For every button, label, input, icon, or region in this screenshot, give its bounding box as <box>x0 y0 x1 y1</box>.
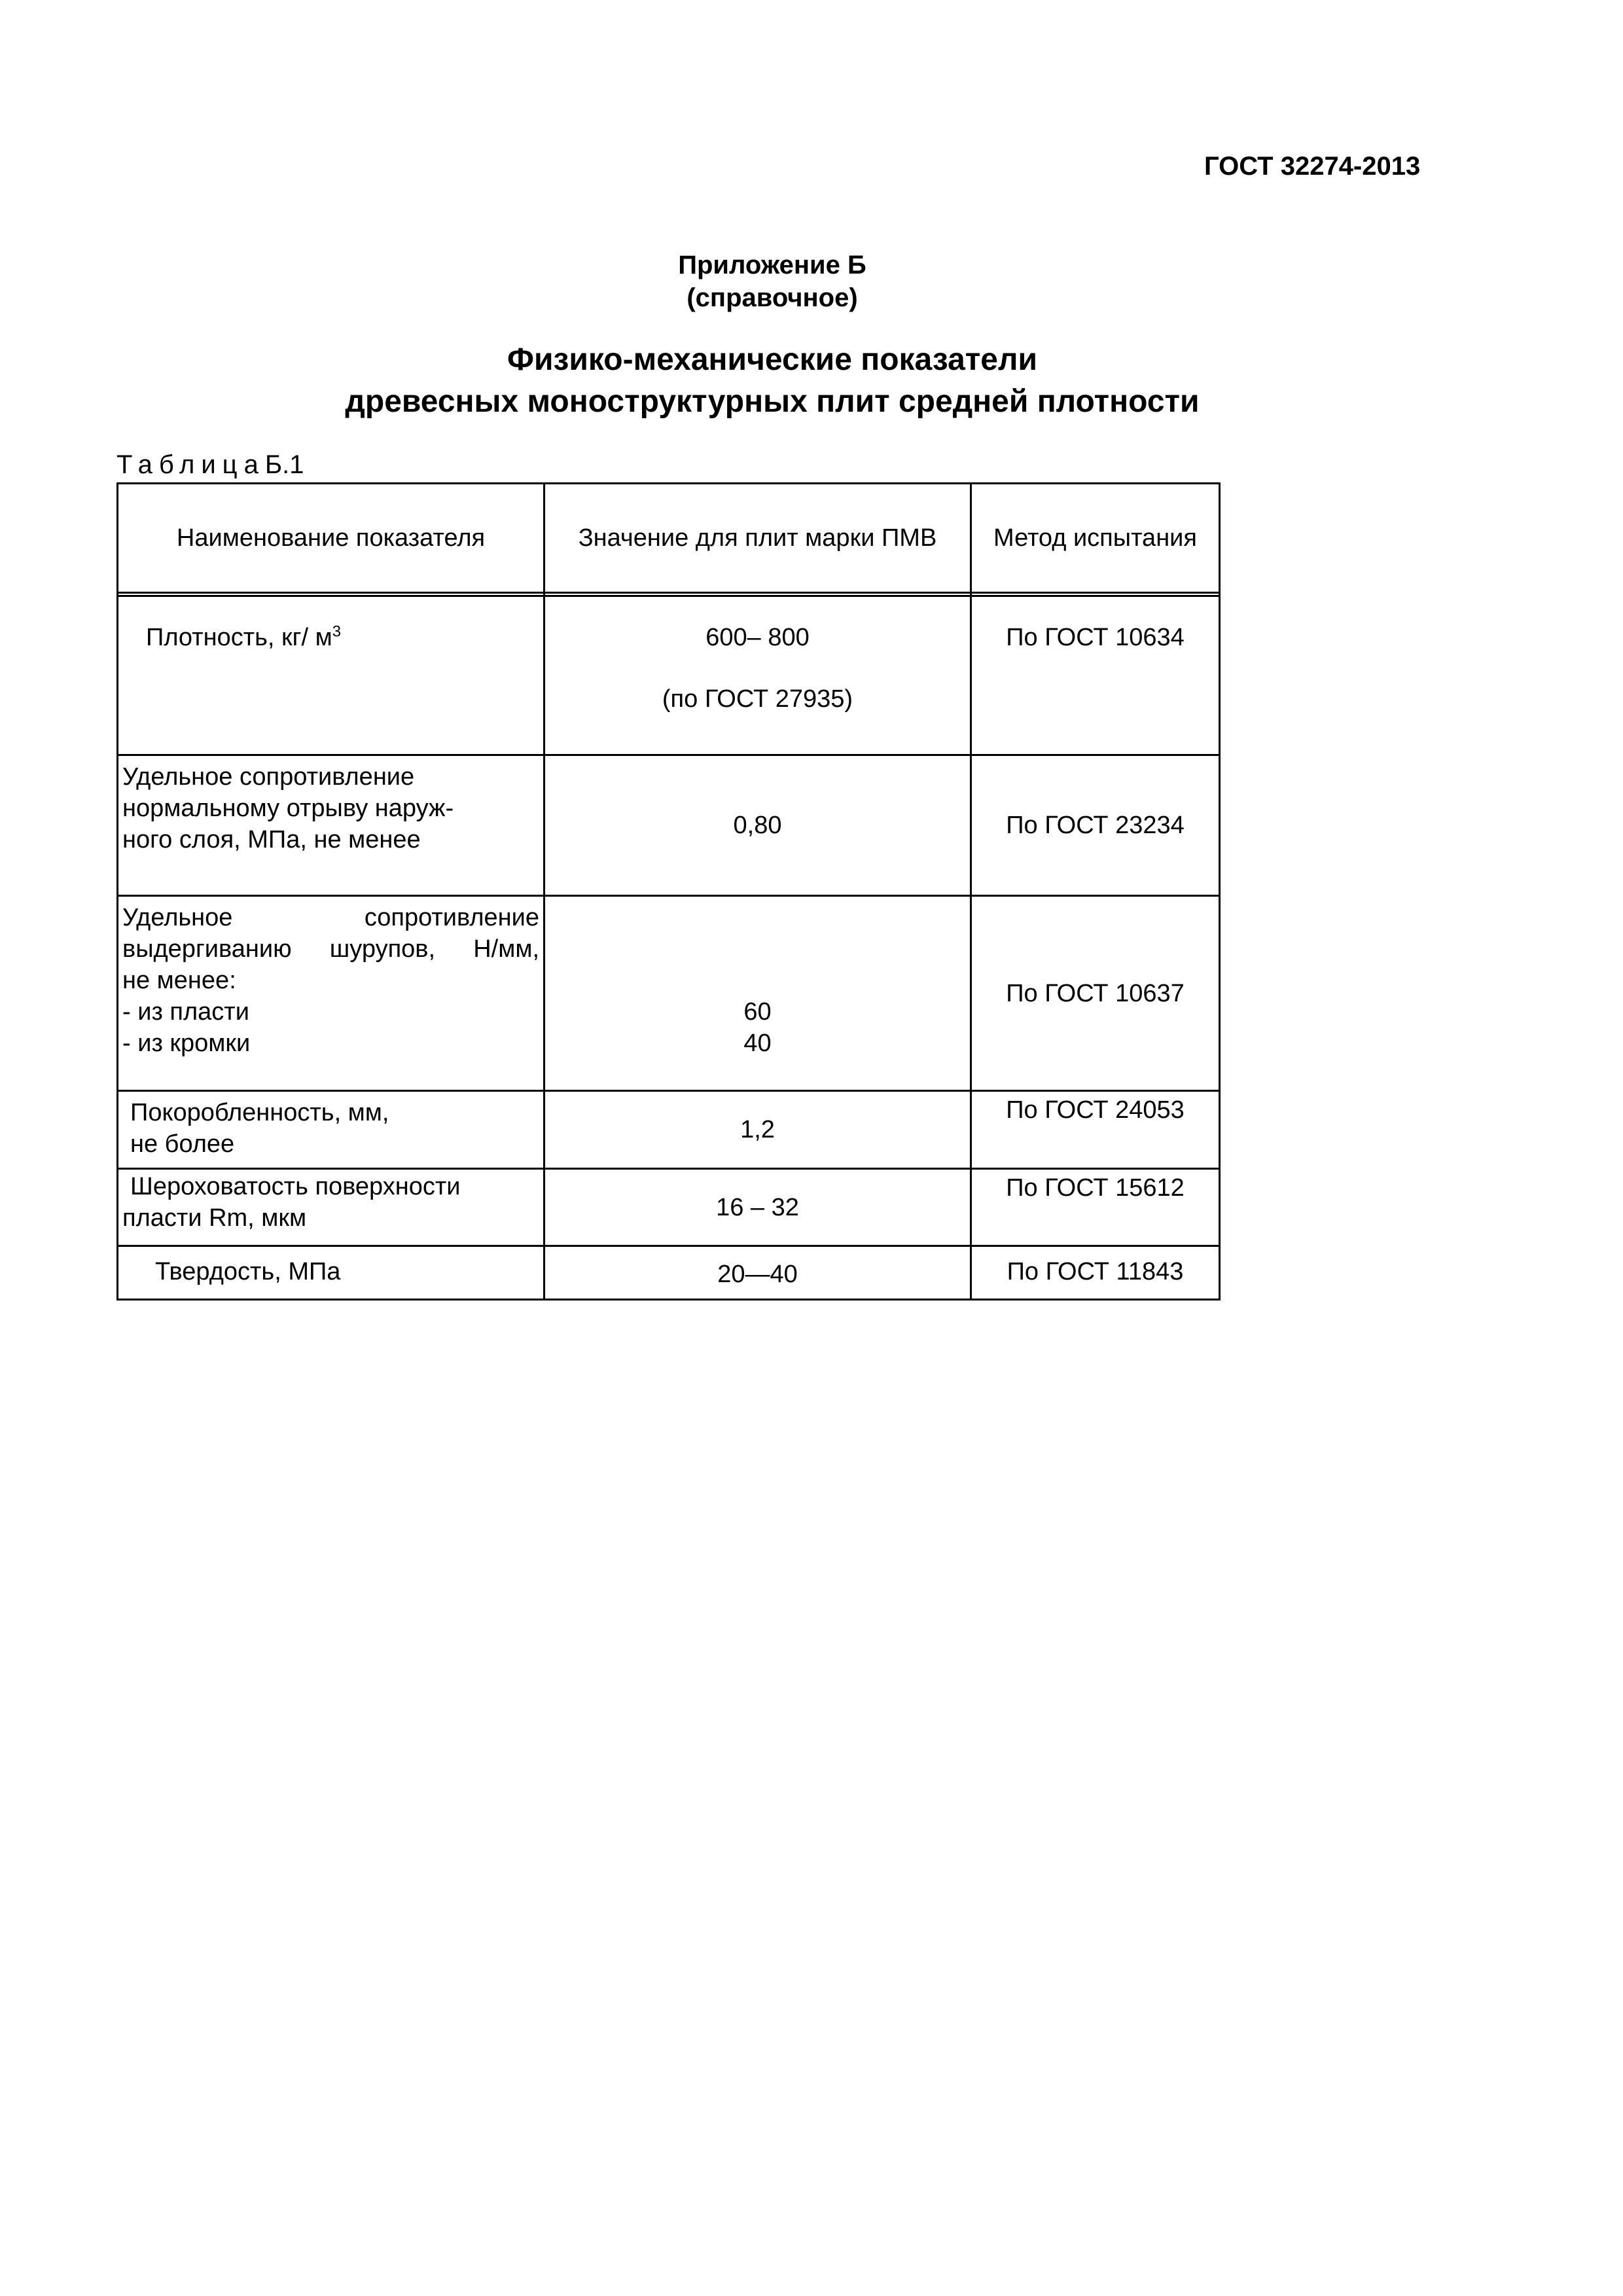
row-value-cell <box>544 596 971 755</box>
column-header-method: Метод испытания <box>971 484 1220 593</box>
table-row <box>118 896 1220 1091</box>
row-method-cell: По ГОСТ 10634 <box>971 596 1220 755</box>
row-value-note: (по ГОСТ 27935) <box>662 685 853 713</box>
table-row <box>118 1091 1220 1169</box>
appendix-subtitle: (справочное) <box>687 283 858 312</box>
data-table <box>116 482 1221 1300</box>
row-name-line: пласти Rm, мкм <box>122 1204 307 1232</box>
row-name-line: Покоробленность, мм, <box>130 1099 389 1126</box>
appendix-title: Приложение Б <box>678 251 866 279</box>
row-value-cell: 16 – 32 <box>544 1169 971 1246</box>
row-value-cell: 0,80 <box>544 755 971 896</box>
row-name-line: выдергиванию шурупов, Н/мм, <box>122 935 539 963</box>
row-name-line: ного слоя, МПа, не менее <box>122 826 421 853</box>
row-name-line: - из пласти <box>122 998 249 1026</box>
row-value-cell <box>544 896 971 1091</box>
row-name: Плотность, кг/ м <box>146 624 332 651</box>
row-name-cell <box>118 1169 544 1246</box>
document-title-line-1: Физико-механические показатели <box>507 342 1037 377</box>
column-header-value: Значение для плит марки ПМВ <box>544 484 971 593</box>
row-name-cell <box>118 896 544 1091</box>
table-header-row <box>118 484 1220 593</box>
row-name-line: Шероховатость поверхности <box>130 1173 461 1200</box>
row-name-cell <box>118 596 544 755</box>
column-header-name: Наименование показателя <box>118 484 544 593</box>
row-method-cell: По ГОСТ 10637 <box>971 896 1220 1091</box>
table-container <box>116 482 1221 1300</box>
table-row <box>118 1246 1220 1300</box>
row-name-cell <box>118 755 544 896</box>
unit-superscript: 3 <box>332 622 342 641</box>
document-code: ГОСТ 32274-2013 <box>1204 152 1421 181</box>
table-row <box>118 755 1220 896</box>
row-name-cell <box>118 1091 544 1169</box>
table-row <box>118 1169 1220 1246</box>
row-name-line: не менее: <box>122 967 236 994</box>
row-name-line: Удельное сопротивление <box>122 763 415 791</box>
row-name-line: не более <box>130 1130 235 1158</box>
row-name-line: Удельное сопротивление <box>122 904 539 931</box>
table-label-number: Б.1 <box>264 450 304 479</box>
document-title <box>0 339 1544 423</box>
row-name-cell: Твердость, МПа <box>118 1246 544 1300</box>
table-label <box>116 450 304 480</box>
row-value-line: 40 <box>743 1030 772 1057</box>
row-method-cell: По ГОСТ 24053 <box>971 1091 1220 1169</box>
row-method-cell: По ГОСТ 23234 <box>971 755 1220 896</box>
row-value-line: 60 <box>743 998 772 1026</box>
document-title-line-2: древесных моноструктурных плит средней плотности <box>345 384 1200 419</box>
row-value-cell: 1,2 <box>544 1091 971 1169</box>
table-label-word: Таблица <box>116 450 265 479</box>
row-name-line: - из кромки <box>122 1030 251 1057</box>
row-method-cell: По ГОСТ 11843 <box>971 1246 1220 1300</box>
row-value-cell: 20—40 <box>544 1246 971 1300</box>
appendix-heading <box>0 249 1544 314</box>
row-method-cell: По ГОСТ 15612 <box>971 1169 1220 1246</box>
row-value: 600– 800 <box>705 624 810 651</box>
table-row <box>118 596 1220 755</box>
row-name-line: нормальному отрыву наруж- <box>122 795 454 822</box>
